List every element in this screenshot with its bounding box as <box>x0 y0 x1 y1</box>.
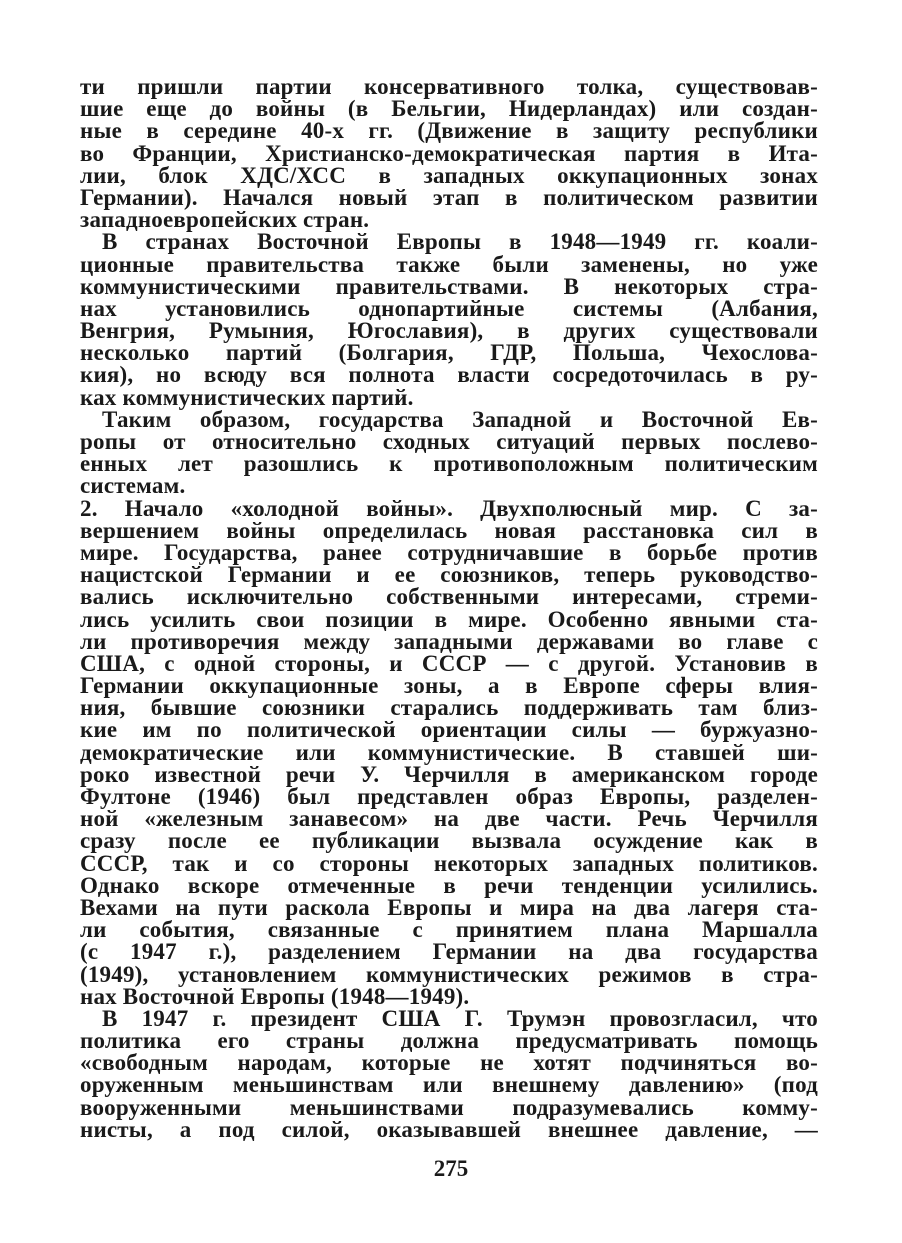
text-line: Германии). Начался новый этап в политическом развитии <box>80 184 818 210</box>
text-line: нах Восточной Европы (1948—1949). <box>80 983 470 1009</box>
page-text <box>80 76 818 1141</box>
text-line: (1949), установлением коммунистических режимов в стра- <box>80 961 818 987</box>
paragraph <box>80 1005 818 1142</box>
text-line: вооруженными меньшинствами подразумевались комму- <box>80 1094 818 1120</box>
text-line: ния, бывшие союзники старались поддерживать там близ- <box>80 695 818 721</box>
text-line: оруженным меньшинствам или внешнему давлению» (под <box>80 1072 818 1098</box>
text-line: вались исключительно собственными интересами, стреми- <box>80 584 818 610</box>
text-line: Фултоне (1946) был представлен образ Европы, разделен- <box>80 784 818 809</box>
text-line: политика его страны должна предусматривать помощь <box>80 1028 818 1054</box>
text-line: В 1947 г. президент США Г. Трумэн провозгласил, что <box>102 1005 818 1031</box>
text-line: кия), но всюду вся полнота власти сосредоточилась в ру- <box>80 362 818 388</box>
text-line: В странах Восточной Европы в 1948—1949 гг. коали- <box>102 229 818 255</box>
text-line: коммунистическими правительствами. В некоторых стра- <box>80 273 818 299</box>
text-line: ли противоречия между западными державами во главе с <box>80 628 818 654</box>
section-heading: 2. Начало «холодной войны». Двухполюсный мир. <box>80 495 718 521</box>
paragraph <box>80 406 818 499</box>
paragraph <box>80 231 818 409</box>
text-line: енных лет разошлись к противоположным политическим <box>80 451 818 477</box>
text-line: нах установились однопартийные системы (Албания, <box>80 295 818 321</box>
text-line: демократические или коммунистические. В ставшей ши- <box>80 739 818 765</box>
text-line: вершением войны определилась новая расстановка сил в <box>80 517 818 543</box>
text-line: ти пришли партии консервативного толка, существовав- <box>80 74 818 99</box>
page-number: 275 <box>433 1156 469 1181</box>
text-line: СССР, так и со стороны некоторых западных политиков. <box>80 850 818 876</box>
text-line: ной «железным занавесом» на две части. Речь Черчилля <box>80 806 818 832</box>
text-line: кие им по политической ориентации силы — буржуазно- <box>80 717 818 743</box>
text-line: мире. Государства, ранее сотрудничавшие в борьбе против <box>80 539 818 565</box>
text-line: (с 1947 г.), разделением Германии на два государства <box>80 939 818 965</box>
text-line: Венгрия, Румыния, Югославия), в других существовали <box>80 318 818 344</box>
text-line: системам. <box>80 473 186 499</box>
text-line: ропы от относительно сходных ситуаций первых послево- <box>80 429 818 454</box>
text-line: Германии оккупационные зоны, а в Европе сферы влия- <box>80 673 818 699</box>
text-line: сразу после ее публикации вызвала осуждение как в <box>80 828 818 854</box>
section-paragraph <box>80 495 818 1009</box>
text-line: шие еще до войны (в Бельгии, Нидерландах) или создан- <box>80 96 818 122</box>
text-line: Вехами на пути раскола Европы и мира на два лагеря ста- <box>80 894 818 920</box>
text-line: Таким образом, государства Западной и Восточной Ев- <box>102 406 818 432</box>
text-line: роко известной речи У. Черчилля в американском городе <box>80 761 818 787</box>
text-line: во Франции, Христианско-демократическая партия в Ита- <box>80 140 818 166</box>
text-line: «свободным народам, которые не хотят подчиняться во- <box>80 1050 818 1076</box>
text-line: лись усилить свои позиции в мире. Особенно явными ста- <box>80 606 818 632</box>
text-line: ные в середине 40-х гг. (Движение в защиту республики <box>80 118 818 144</box>
text-line: нисты, а под силой, оказывавшей внешнее давление, — <box>80 1116 818 1142</box>
text-line: нацистской Германии и ее союзников, теперь руководство- <box>80 562 818 588</box>
paragraph <box>80 76 818 231</box>
text-line: ли события, связанные с принятием плана Маршалла <box>80 917 818 943</box>
text-line: ках коммунистических партий. <box>80 384 414 410</box>
text-line: ционные правительства также были заменены, но уже <box>80 251 818 277</box>
text-line: Однако вскоре отмеченные в речи тенденции усилились. <box>80 872 818 898</box>
text-line <box>80 495 818 521</box>
text-line-rest: С за- <box>717 495 818 521</box>
text-line: лии, блок ХДС/ХСС в западных оккупационных зонах <box>80 162 818 188</box>
text-line: США, с одной стороны, и СССР — с другой. Установив в <box>80 650 818 676</box>
text-line: западноевропейских стран. <box>80 207 370 233</box>
text-line: несколько партий (Болгария, ГДР, Польша, Чехослова- <box>80 340 818 366</box>
